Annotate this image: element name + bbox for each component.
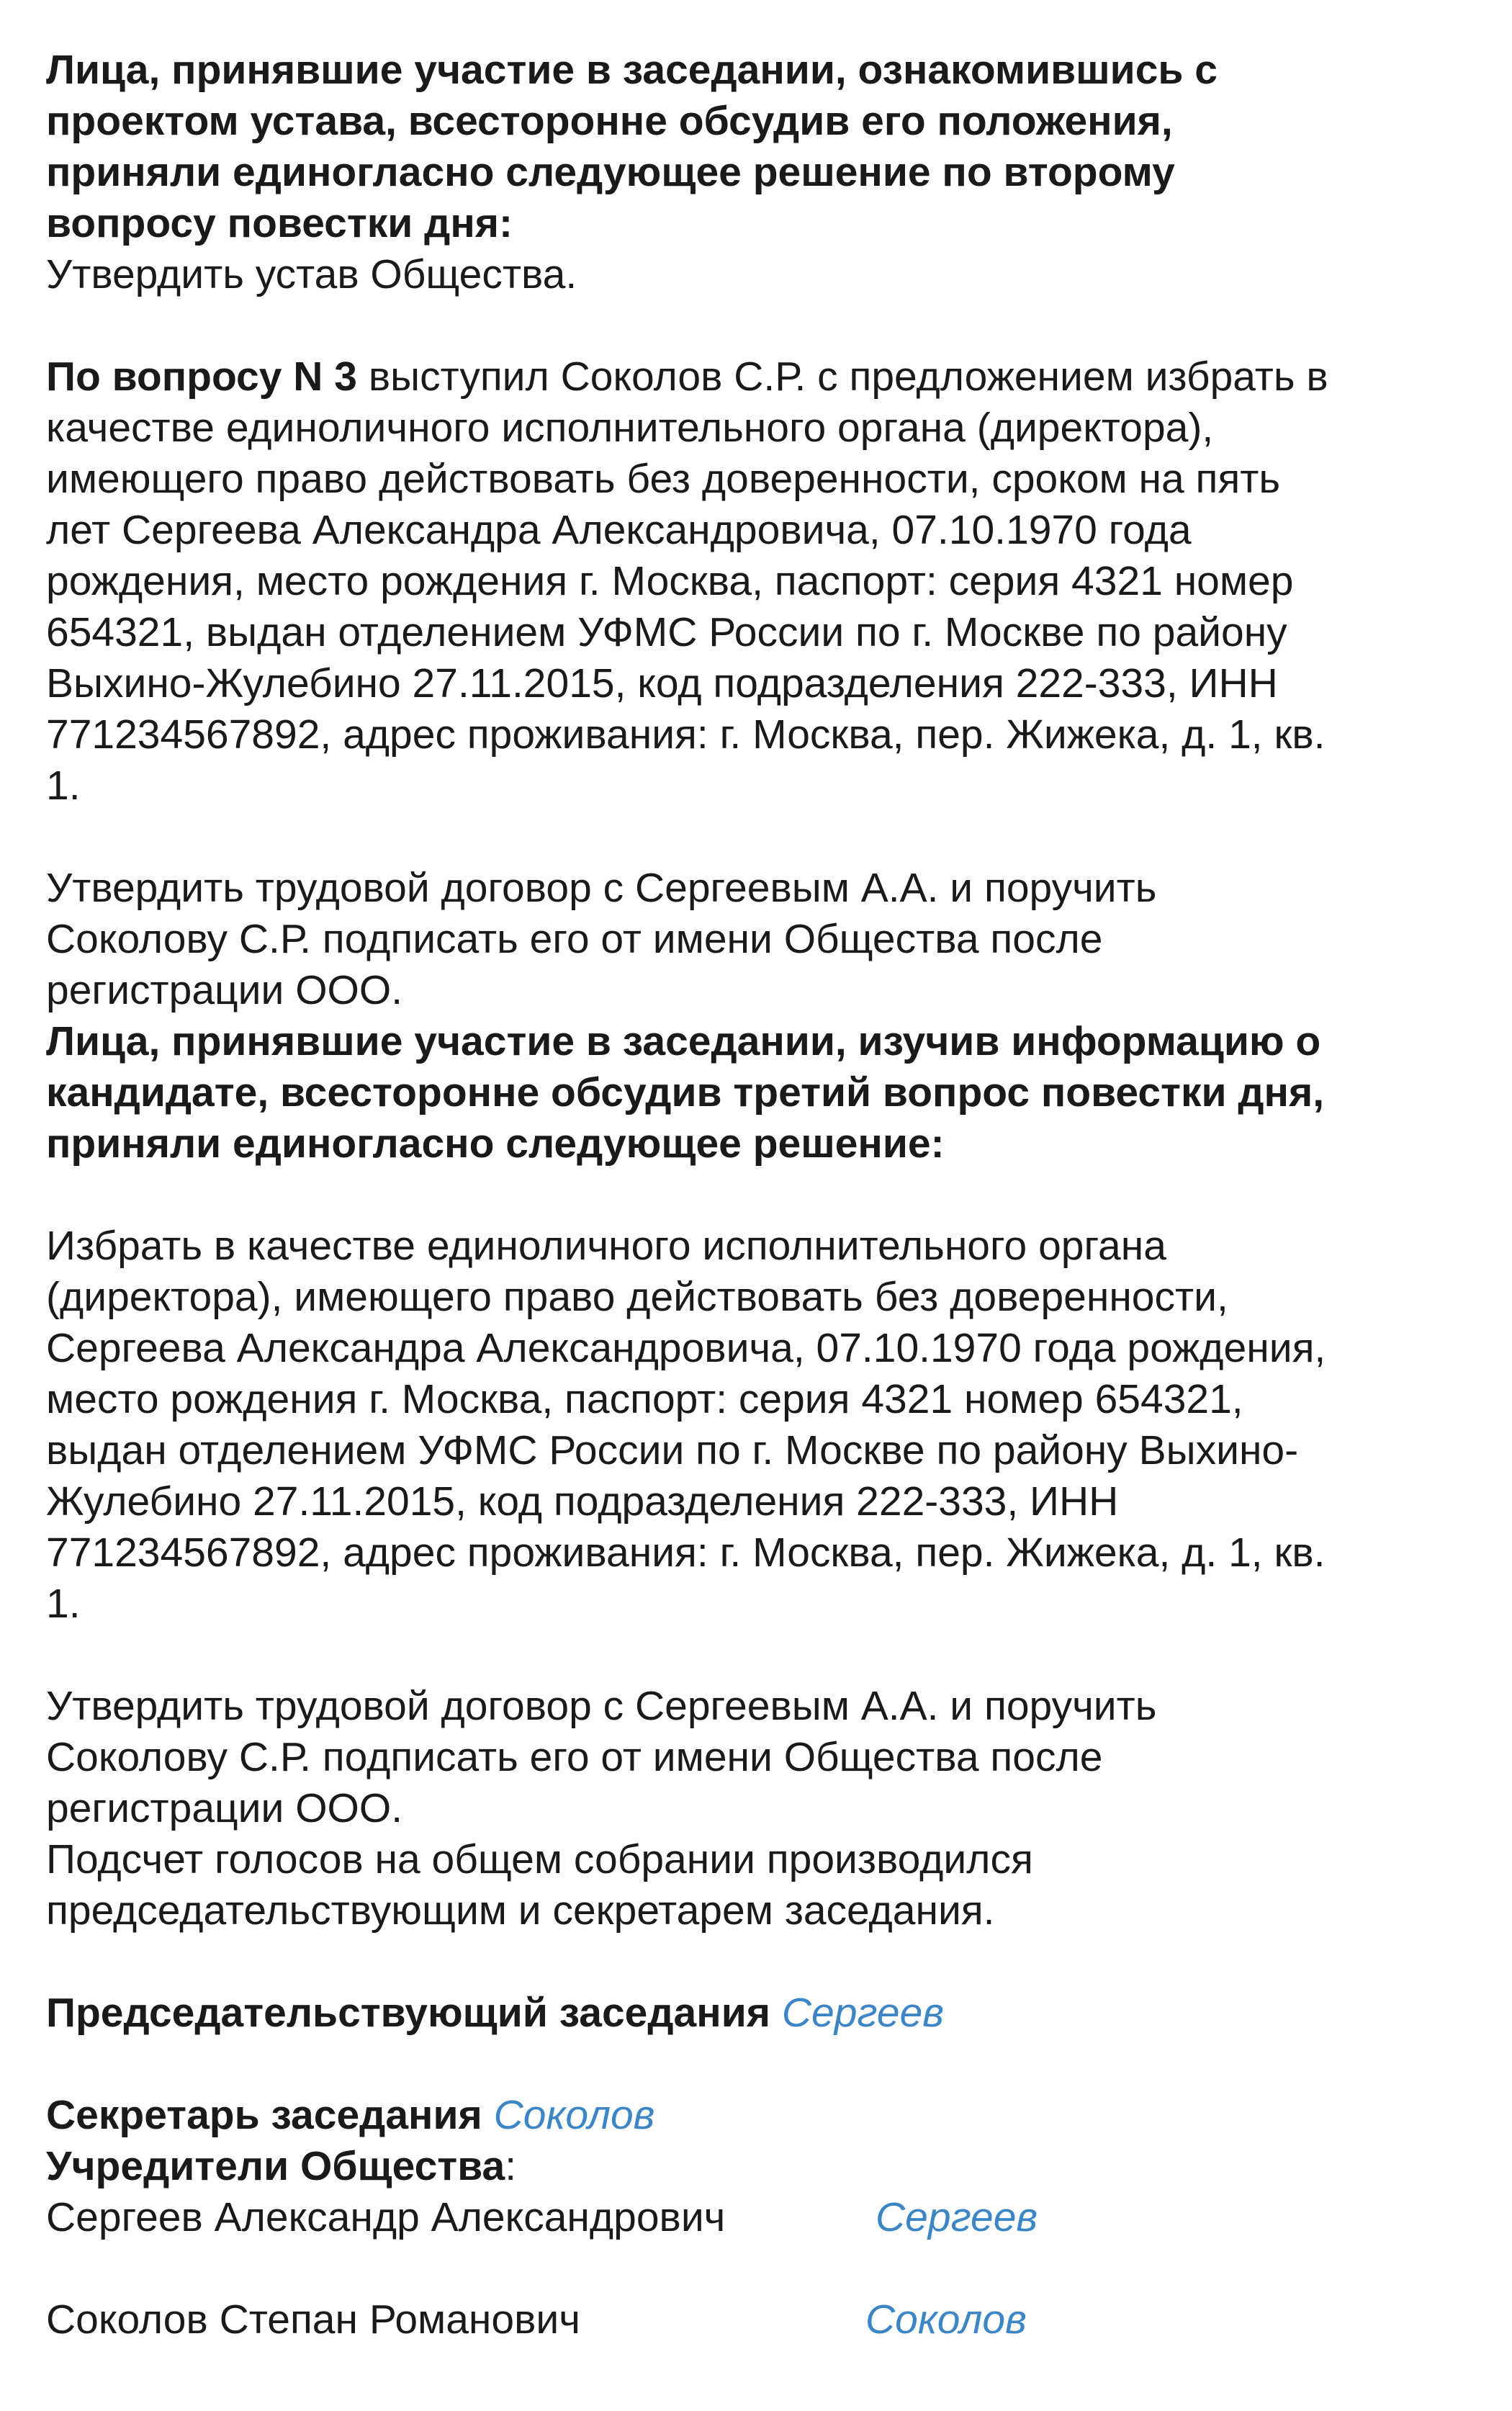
vote-count-line: председательствующим и секретарем заседания. xyxy=(46,1887,995,1934)
spacer xyxy=(46,1630,1512,1681)
resolution-2-line: вопросу повестки дня: xyxy=(46,200,513,246)
election-line: Избрать в качестве единоличного исполнительного органа xyxy=(46,1223,1166,1269)
founders-heading xyxy=(46,2141,1512,2192)
question-3-text: выступил Соколов С.Р. с предложением избрать в xyxy=(356,354,1328,400)
spacer xyxy=(46,1936,1512,1988)
secretary-label: Секретарь заседания xyxy=(46,2092,482,2138)
resolution-2-line: проектом устава, всесторонне обсудив его положения, xyxy=(46,98,1173,144)
signatures-block xyxy=(46,1988,1512,2345)
contract-2-line: Соколову С.Р. подписать его от имени Общества после xyxy=(46,1734,1103,1780)
resolution-2-line: приняли единогласно следующее решение по второму xyxy=(46,149,1175,195)
question-3-line: качестве единоличного исполнительного органа (директора), xyxy=(46,405,1214,451)
resolution-3-block xyxy=(46,1016,1512,1169)
founder-2-name: Соколов Степан Романович xyxy=(46,2296,580,2343)
founder-1-signature: Сергеев xyxy=(876,2194,1038,2240)
election-line: Сергеева Александра Александровича, 07.10.1970 года рождения, xyxy=(46,1325,1326,1371)
secretary-signature-row xyxy=(46,2090,1512,2141)
resolution-3-line: кандидате, всесторонне обсудив третий вопрос повестки дня, xyxy=(46,1069,1325,1115)
question-3-block xyxy=(46,351,1512,812)
resolution-3-line: приняли единогласно следующее решение: xyxy=(46,1121,945,1167)
contract-1-block xyxy=(46,863,1512,1016)
chair-signature-row xyxy=(46,1988,1512,2039)
question-3-line: Выхино-Жулебино 27.11.2015, код подразделения 222-333, ИНН xyxy=(46,660,1278,706)
founder-1-name: Сергеев Александр Александрович xyxy=(46,2194,726,2240)
question-3-line: 654321, выдан отделением УФМС России по г. Москве по району xyxy=(46,609,1287,655)
contract-1-line: Соколову С.Р. подписать его от имени Общества после xyxy=(46,916,1103,962)
founder-2-signature: Соколов xyxy=(865,2296,1027,2343)
question-3-label: По вопросу N 3 xyxy=(46,354,357,400)
spacer xyxy=(46,2039,1512,2090)
contract-2-line: Утвердить трудовой договор с Сергеевым А.А. и поручить xyxy=(46,1683,1157,1729)
election-line: 1. xyxy=(46,1581,81,1627)
election-line: Жулебино 27.11.2015, код подразделения 222-333, ИНН xyxy=(46,1478,1119,1525)
contract-1-line: регистрации ООО. xyxy=(46,967,403,1013)
election-line: выдан отделением УФМС России по г. Москве по району Выхино- xyxy=(46,1427,1299,1473)
election-line: (директора), имеющего право действовать без доверенности, xyxy=(46,1274,1228,1320)
resolution-2-block xyxy=(46,45,1512,300)
contract-2-block xyxy=(46,1681,1512,1936)
question-3-line: имеющего право действовать без доверенности, сроком на пять xyxy=(46,456,1281,502)
spacer xyxy=(46,2243,1512,2294)
founder-1-row xyxy=(46,2192,1512,2243)
contract-2-line: регистрации ООО. xyxy=(46,1785,403,1831)
election-line: место рождения г. Москва, паспорт: серия 4321 номер 654321, xyxy=(46,1376,1243,1422)
founders-colon: : xyxy=(505,2143,517,2189)
vote-count-line: Подсчет голосов на общем собрании производился xyxy=(46,1836,1033,1882)
question-3-line: лет Сергеева Александра Александровича, 07.10.1970 года xyxy=(46,507,1192,553)
founder-2-row xyxy=(46,2294,1512,2345)
spacer xyxy=(46,300,1512,351)
founders-label: Учредители Общества xyxy=(46,2143,505,2189)
chair-label: Председательствующий заседания xyxy=(46,1990,770,2036)
chair-signature: Сергеев xyxy=(781,1990,945,2036)
election-line: 771234567892, адрес проживания: г. Москва, пер. Жижека, д. 1, кв. xyxy=(46,1530,1326,1576)
spacer xyxy=(46,1169,1512,1221)
question-3-line: рождения, место рождения г. Москва, паспорт: серия 4321 номер xyxy=(46,558,1294,604)
question-3-line: 771234567892, адрес проживания: г. Москва, пер. Жижека, д. 1, кв. xyxy=(46,711,1326,758)
election-block xyxy=(46,1221,1512,1630)
secretary-signature: Соколов xyxy=(493,2092,655,2138)
resolution-2-decision: Утвердить устав Общества. xyxy=(46,251,577,297)
question-3-line xyxy=(46,351,1512,403)
contract-1-line: Утвердить трудовой договор с Сергеевым А.А. и поручить xyxy=(46,865,1157,911)
resolution-3-line: Лица, принявшие участие в заседании, изучив информацию о xyxy=(46,1018,1321,1064)
spacer xyxy=(46,812,1512,863)
resolution-2-line: Лица, принявшие участие в заседании, ознакомившись с xyxy=(46,47,1218,93)
question-3-line: 1. xyxy=(46,763,81,809)
